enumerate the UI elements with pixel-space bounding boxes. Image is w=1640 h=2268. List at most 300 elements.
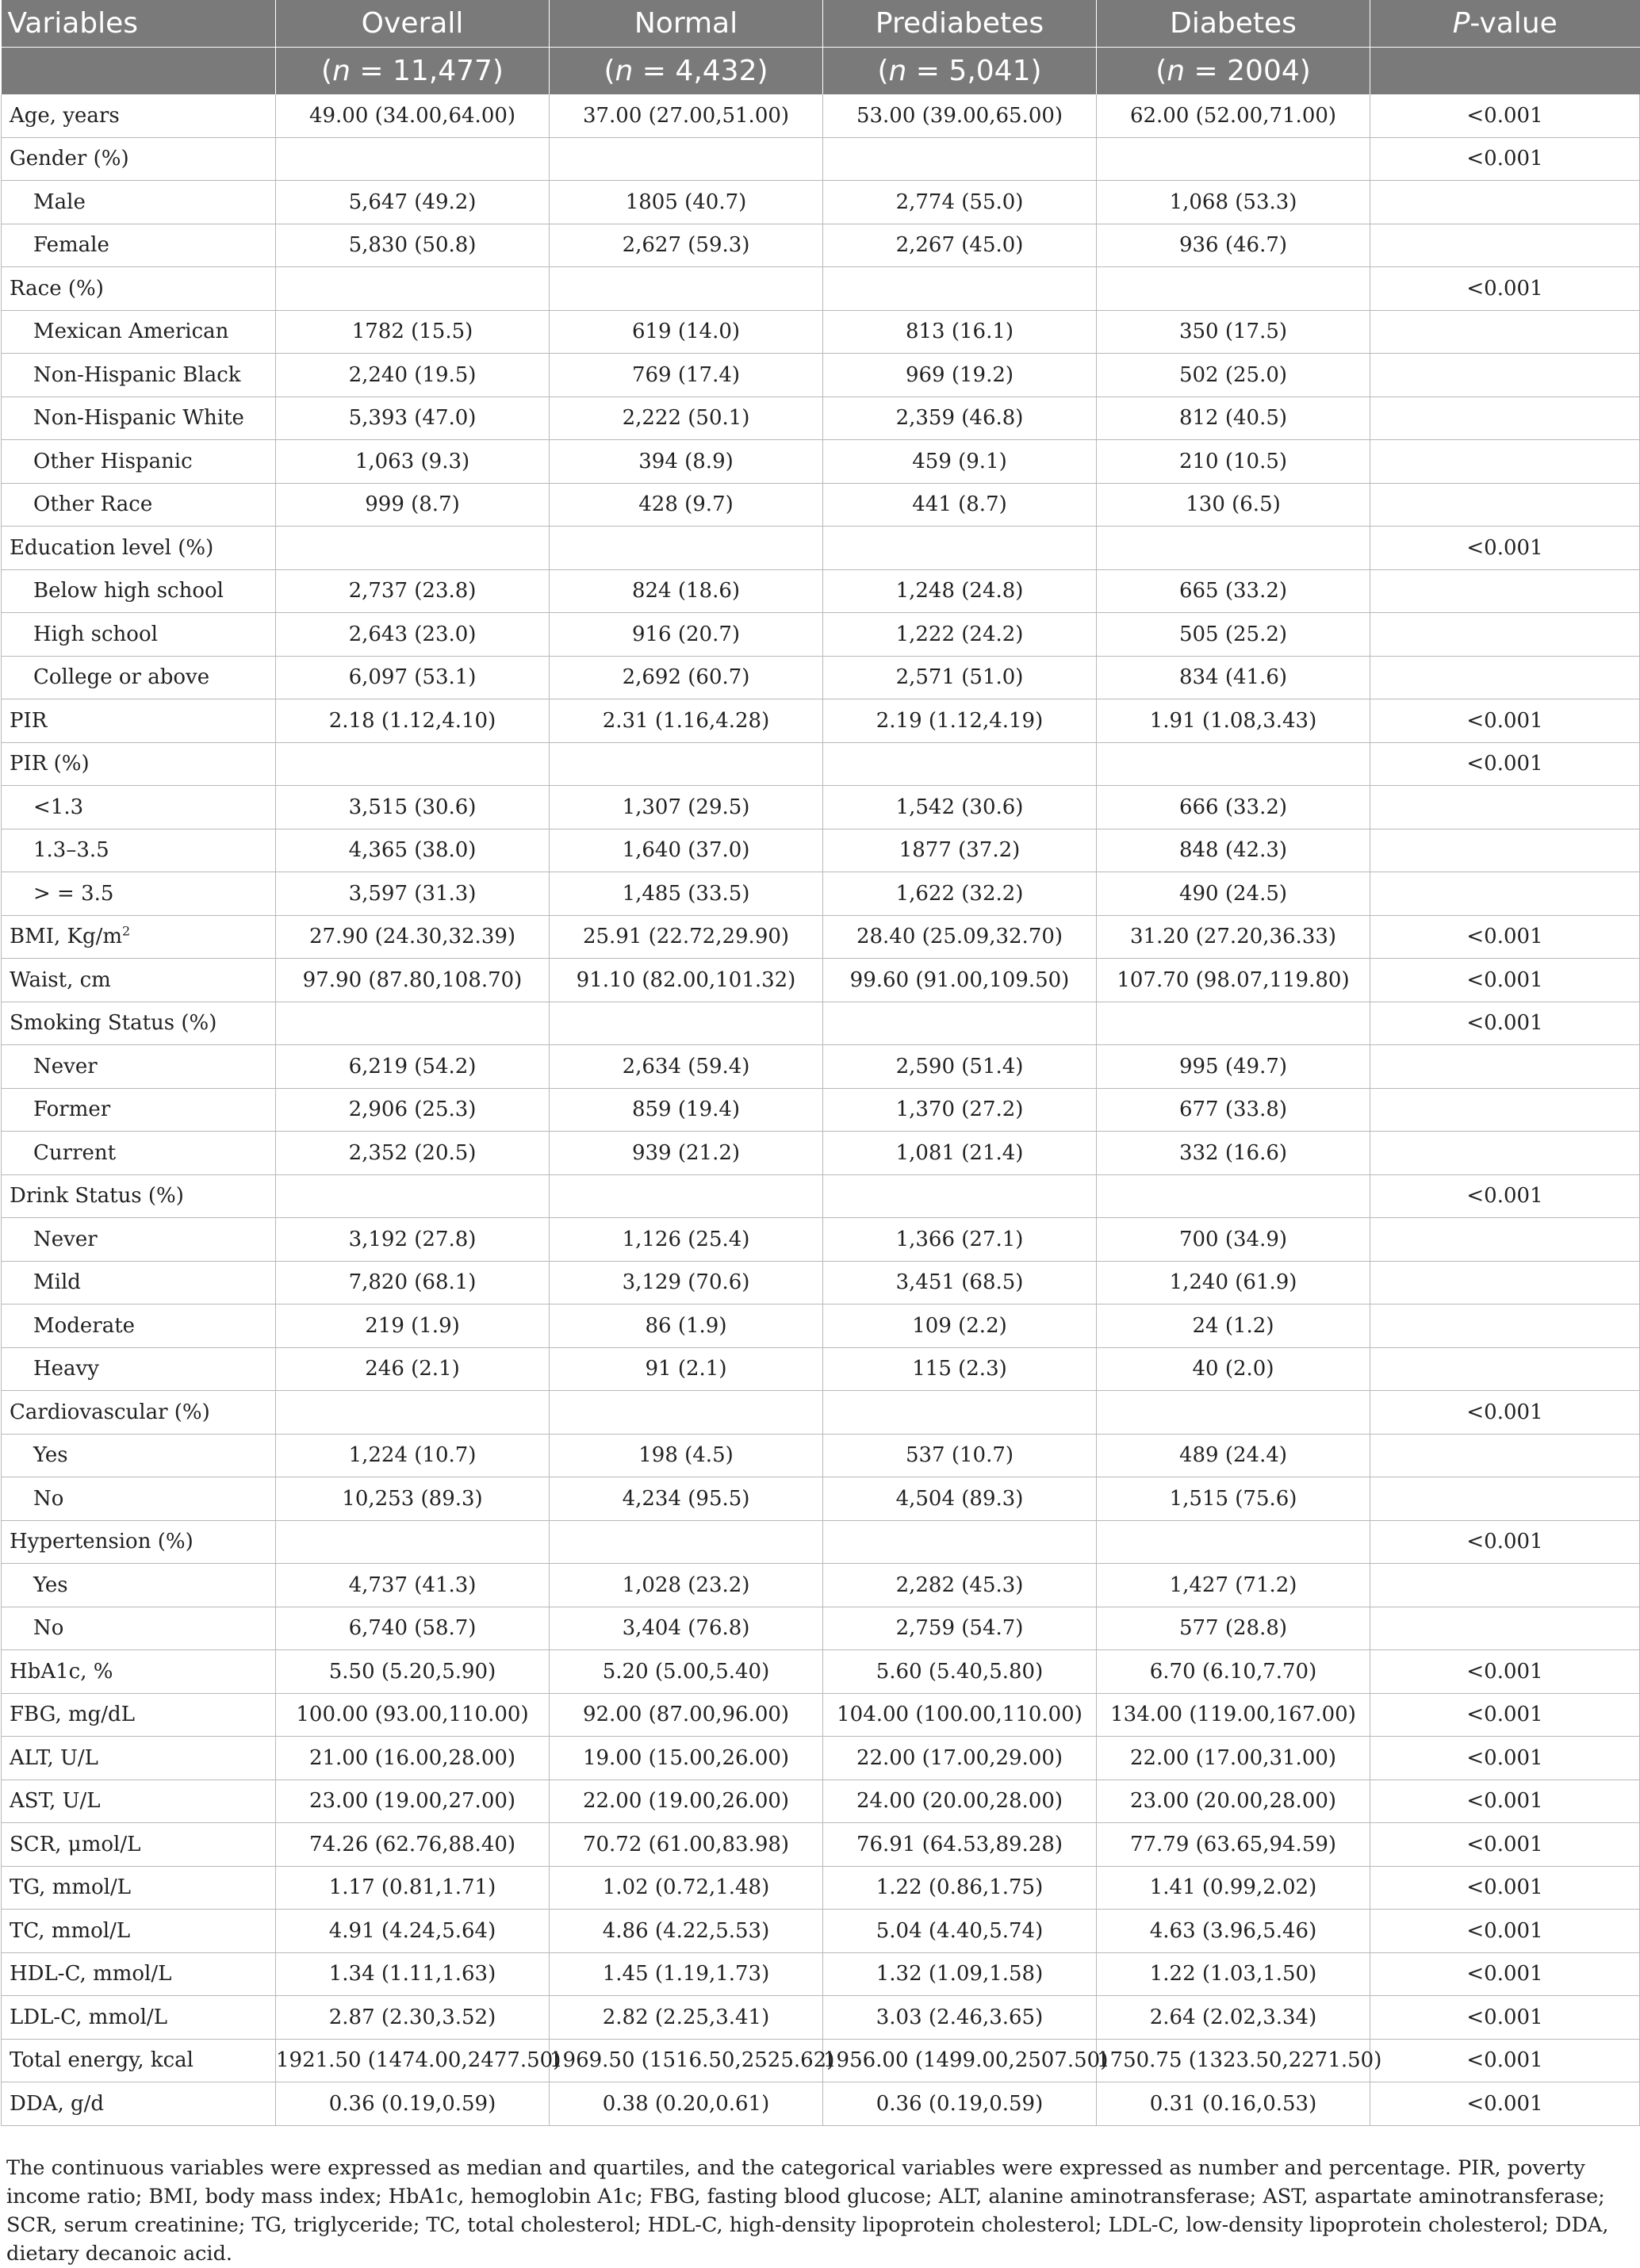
diabetes-cell: 1.22 (1.03,1.50) — [1097, 1952, 1370, 1996]
prediabetes-cell: 2,267 (45.0) — [823, 224, 1097, 267]
normal-cell: 2,692 (60.7) — [550, 656, 823, 699]
diabetes-cell: 77.79 (63.65,94.59) — [1097, 1823, 1370, 1867]
overall-cell: 1.17 (0.81,1.71) — [276, 1866, 550, 1910]
prediabetes-cell: 441 (8.7) — [823, 483, 1097, 527]
table-row — [2, 742, 1640, 786]
prediabetes-cell: 0.36 (0.19,0.59) — [823, 2082, 1097, 2126]
normal-cell: 22.00 (19.00,26.00) — [550, 1780, 823, 1823]
overall-cell: 219 (1.9) — [276, 1304, 550, 1348]
prediabetes-cell: 1,081 (21.4) — [823, 1132, 1097, 1175]
p-value-cell — [1370, 224, 1640, 267]
p-value-cell — [1370, 181, 1640, 224]
variable-label: Never — [2, 1045, 276, 1089]
overall-cell: 5.50 (5.20,5.90) — [276, 1650, 550, 1694]
overall-cell: 74.26 (62.76,88.40) — [276, 1823, 550, 1867]
prediabetes-cell: 1.22 (0.86,1.75) — [823, 1866, 1097, 1910]
normal-cell: 916 (20.7) — [550, 613, 823, 657]
table-row — [2, 181, 1640, 224]
normal-cell: 198 (4.5) — [550, 1434, 823, 1477]
diabetes-cell: 130 (6.5) — [1097, 483, 1370, 527]
overall-cell — [276, 1520, 550, 1564]
diabetes-cell: 4.63 (3.96,5.46) — [1097, 1910, 1370, 1953]
table-row — [2, 699, 1640, 743]
p-value-cell — [1370, 483, 1640, 527]
variable-label: LDL-C, mmol/L — [2, 1996, 276, 2040]
diabetes-cell: 677 (33.8) — [1097, 1088, 1370, 1132]
variable-label: No — [2, 1477, 276, 1521]
variable-label: Hypertension (%) — [2, 1520, 276, 1564]
table-row — [2, 1996, 1640, 2040]
diabetes-cell: 502 (25.0) — [1097, 354, 1370, 397]
table-row — [2, 872, 1640, 916]
normal-cell: 37.00 (27.00,51.00) — [550, 94, 823, 137]
prediabetes-cell: 1,366 (27.1) — [823, 1218, 1097, 1262]
normal-cell: 2,222 (50.1) — [550, 397, 823, 440]
overall-cell: 2,906 (25.3) — [276, 1088, 550, 1132]
overall-cell — [276, 267, 550, 311]
p-value-cell: <0.001 — [1370, 1866, 1640, 1910]
variable-label: Cardiovascular (%) — [2, 1391, 276, 1435]
diabetes-cell — [1097, 1520, 1370, 1564]
p-value-cell — [1370, 397, 1640, 440]
variable-label: Below high school — [2, 569, 276, 613]
p-value-cell: <0.001 — [1370, 527, 1640, 570]
variable-label: PIR — [2, 699, 276, 743]
overall-cell: 5,830 (50.8) — [276, 224, 550, 267]
diabetes-cell — [1097, 1391, 1370, 1435]
p-value-cell — [1370, 354, 1640, 397]
variable-label: Smoking Status (%) — [2, 1002, 276, 1045]
p-value-cell: <0.001 — [1370, 1910, 1640, 1953]
variable-label: Non-Hispanic White — [2, 397, 276, 440]
diabetes-cell — [1097, 1002, 1370, 1045]
prediabetes-cell: 1,248 (24.8) — [823, 569, 1097, 613]
prediabetes-cell: 99.60 (91.00,109.50) — [823, 959, 1097, 1002]
table-row — [2, 915, 1640, 959]
normal-cell: 1,028 (23.2) — [550, 1564, 823, 1607]
variable-label: HbA1c, % — [2, 1650, 276, 1694]
prediabetes-cell — [823, 1174, 1097, 1218]
normal-cell: 19.00 (15.00,26.00) — [550, 1737, 823, 1780]
variable-label: TG, mmol/L — [2, 1866, 276, 1910]
p-value-cell — [1370, 829, 1640, 872]
p-value-cell — [1370, 1218, 1640, 1262]
overall-cell — [276, 527, 550, 570]
normal-cell: 1,307 (29.5) — [550, 786, 823, 829]
p-value-cell — [1370, 656, 1640, 699]
normal-cell: 2.82 (2.25,3.41) — [550, 1996, 823, 2040]
table-row — [2, 1780, 1640, 1823]
table-row — [2, 1218, 1640, 1262]
overall-cell — [276, 742, 550, 786]
diabetes-cell: 2.64 (2.02,3.34) — [1097, 1996, 1370, 2040]
variable-label: Former — [2, 1088, 276, 1132]
overall-cell: 2.18 (1.12,4.10) — [276, 699, 550, 743]
overall-cell: 0.36 (0.19,0.59) — [276, 2082, 550, 2126]
prediabetes-cell: 24.00 (20.00,28.00) — [823, 1780, 1097, 1823]
overall-cell: 100.00 (93.00,110.00) — [276, 1693, 550, 1737]
table-row — [2, 1261, 1640, 1304]
prediabetes-cell: 1,542 (30.6) — [823, 786, 1097, 829]
table-row — [2, 1347, 1640, 1391]
overall-cell: 6,219 (54.2) — [276, 1045, 550, 1089]
normal-cell — [550, 1391, 823, 1435]
prediabetes-cell: 1,622 (32.2) — [823, 872, 1097, 916]
diabetes-cell: 62.00 (52.00,71.00) — [1097, 94, 1370, 137]
table-footnote: The continuous variables were expressed as median and quartiles, and the categorical variables were expressed as number and percentage. PIR, poverty income ratio; BMI, body mass index; HbA1c, hemoglobin A1c; FBG, fasting blood glucose; ALT, alanine aminotransferase; AST, aspartate aminotransferase; SCR, serum creatinine; TG, triglyceride; TC, total cholesterol; HDL-C, high-density lipoprotein cholesterol; LDL-C, low-density lipoprotein cholesterol; DDA, dietary decanoic acid. — [6, 2156, 1609, 2266]
variable-label: SCR, μmol/L — [2, 1823, 276, 1867]
normal-cell: 939 (21.2) — [550, 1132, 823, 1175]
normal-cell — [550, 1002, 823, 1045]
prediabetes-cell: 969 (19.2) — [823, 354, 1097, 397]
table-row — [2, 1132, 1640, 1175]
prediabetes-cell — [823, 1391, 1097, 1435]
diabetes-cell: 0.31 (0.16,0.53) — [1097, 2082, 1370, 2126]
normal-cell: 91.10 (82.00,101.32) — [550, 959, 823, 1002]
prediabetes-cell: 22.00 (17.00,29.00) — [823, 1737, 1097, 1780]
diabetes-cell: 995 (49.7) — [1097, 1045, 1370, 1089]
table-row — [2, 959, 1640, 1002]
diabetes-cell: 6.70 (6.10,7.70) — [1097, 1650, 1370, 1694]
header-normal: Normal — [550, 0, 823, 48]
table-row — [2, 1045, 1640, 1089]
table-row — [2, 354, 1640, 397]
prediabetes-cell: 1956.00 (1499.00,2507.50) — [823, 2039, 1097, 2082]
overall-cell: 1,224 (10.7) — [276, 1434, 550, 1477]
normal-cell — [550, 137, 823, 181]
overall-cell: 21.00 (16.00,28.00) — [276, 1737, 550, 1780]
table-body — [2, 94, 1640, 2125]
diabetes-cell: 665 (33.2) — [1097, 569, 1370, 613]
overall-cell: 4.91 (4.24,5.64) — [276, 1910, 550, 1953]
prediabetes-cell: 3.03 (2.46,3.65) — [823, 1996, 1097, 2040]
overall-cell: 2.87 (2.30,3.52) — [276, 1996, 550, 2040]
header-variables-blank — [2, 48, 276, 95]
header-variables: Variables — [2, 0, 276, 48]
prediabetes-cell: 109 (2.2) — [823, 1304, 1097, 1348]
table-row — [2, 829, 1640, 872]
diabetes-cell: 332 (16.6) — [1097, 1132, 1370, 1175]
diabetes-cell — [1097, 742, 1370, 786]
table-row — [2, 1002, 1640, 1045]
overall-cell: 23.00 (19.00,27.00) — [276, 1780, 550, 1823]
p-value-cell: <0.001 — [1370, 699, 1640, 743]
p-value-cell — [1370, 613, 1640, 657]
variable-label: FBG, mg/dL — [2, 1693, 276, 1737]
p-value-cell: <0.001 — [1370, 267, 1640, 311]
variable-label: HDL-C, mmol/L — [2, 1952, 276, 1996]
normal-cell: 1.02 (0.72,1.48) — [550, 1866, 823, 1910]
prediabetes-cell: 76.91 (64.53,89.28) — [823, 1823, 1097, 1867]
table-row — [2, 656, 1640, 699]
normal-cell: 91 (2.1) — [550, 1347, 823, 1391]
normal-cell: 92.00 (87.00,96.00) — [550, 1693, 823, 1737]
p-value-cell: <0.001 — [1370, 1650, 1640, 1694]
prediabetes-cell: 2,571 (51.0) — [823, 656, 1097, 699]
diabetes-cell: 134.00 (119.00,167.00) — [1097, 1693, 1370, 1737]
baseline-characteristics-table — [1, 0, 1640, 2126]
normal-cell: 1805 (40.7) — [550, 181, 823, 224]
p-value-cell — [1370, 569, 1640, 613]
table-row — [2, 1477, 1640, 1521]
table-row — [2, 1823, 1640, 1867]
normal-cell — [550, 1174, 823, 1218]
header-prediabetes: Prediabetes — [823, 0, 1097, 48]
variable-label: > = 3.5 — [2, 872, 276, 916]
prediabetes-cell: 1877 (37.2) — [823, 829, 1097, 872]
prediabetes-cell: 2,282 (45.3) — [823, 1564, 1097, 1607]
overall-cell: 3,597 (31.3) — [276, 872, 550, 916]
variable-label: Education level (%) — [2, 527, 276, 570]
p-value-cell: <0.001 — [1370, 915, 1640, 959]
p-value-cell — [1370, 1261, 1640, 1304]
variable-label: No — [2, 1607, 276, 1650]
diabetes-cell — [1097, 527, 1370, 570]
p-value-cell: <0.001 — [1370, 1520, 1640, 1564]
variable-label: Other Race — [2, 483, 276, 527]
normal-cell: 2.31 (1.16,4.28) — [550, 699, 823, 743]
variable-label: Moderate — [2, 1304, 276, 1348]
variable-label: Never — [2, 1218, 276, 1262]
variable-label: Male — [2, 181, 276, 224]
prediabetes-cell — [823, 527, 1097, 570]
variable-label: Yes — [2, 1434, 276, 1477]
diabetes-cell: 1750.75 (1323.50,2271.50) — [1097, 2039, 1370, 2082]
diabetes-cell: 23.00 (20.00,28.00) — [1097, 1780, 1370, 1823]
normal-cell: 4,234 (95.5) — [550, 1477, 823, 1521]
diabetes-cell: 210 (10.5) — [1097, 440, 1370, 484]
prediabetes-cell — [823, 1002, 1097, 1045]
table-row — [2, 397, 1640, 440]
variable-label: TC, mmol/L — [2, 1910, 276, 1953]
normal-cell: 0.38 (0.20,0.61) — [550, 2082, 823, 2126]
variable-label: Mild — [2, 1261, 276, 1304]
prediabetes-cell: 104.00 (100.00,110.00) — [823, 1693, 1097, 1737]
table-row — [2, 224, 1640, 267]
variable-label: Waist, cm — [2, 959, 276, 1002]
table-row — [2, 1304, 1640, 1348]
overall-cell: 2,737 (23.8) — [276, 569, 550, 613]
prediabetes-cell — [823, 137, 1097, 181]
overall-cell: 10,253 (89.3) — [276, 1477, 550, 1521]
p-value-suffix: -value — [1469, 7, 1558, 40]
table-row — [2, 440, 1640, 484]
diabetes-cell — [1097, 267, 1370, 311]
variable-label: Heavy — [2, 1347, 276, 1391]
variable-label: High school — [2, 613, 276, 657]
p-value-cell — [1370, 1607, 1640, 1650]
overall-cell: 999 (8.7) — [276, 483, 550, 527]
diabetes-cell: 1.91 (1.08,3.43) — [1097, 699, 1370, 743]
diabetes-cell: 834 (41.6) — [1097, 656, 1370, 699]
diabetes-cell: 936 (46.7) — [1097, 224, 1370, 267]
overall-cell: 246 (2.1) — [276, 1347, 550, 1391]
p-value-cell: <0.001 — [1370, 1174, 1640, 1218]
overall-cell: 2,240 (19.5) — [276, 354, 550, 397]
header-prediabetes-n: (n = 5,041) — [823, 48, 1097, 95]
overall-cell — [276, 1002, 550, 1045]
diabetes-cell: 1,515 (75.6) — [1097, 1477, 1370, 1521]
variable-label: ALT, U/L — [2, 1737, 276, 1780]
prediabetes-cell: 2,359 (46.8) — [823, 397, 1097, 440]
p-value-cell: <0.001 — [1370, 1002, 1640, 1045]
overall-cell: 1.34 (1.11,1.63) — [276, 1952, 550, 1996]
prediabetes-cell: 1,370 (27.2) — [823, 1088, 1097, 1132]
p-value-cell: <0.001 — [1370, 1737, 1640, 1780]
prediabetes-cell: 2,759 (54.7) — [823, 1607, 1097, 1650]
p-value-cell: <0.001 — [1370, 742, 1640, 786]
table-row — [2, 1693, 1640, 1737]
overall-cell: 97.90 (87.80,108.70) — [276, 959, 550, 1002]
diabetes-cell: 848 (42.3) — [1097, 829, 1370, 872]
table-row — [2, 94, 1640, 137]
table-row — [2, 2082, 1640, 2126]
normal-cell: 1.45 (1.19,1.73) — [550, 1952, 823, 1996]
header-p-value-blank — [1370, 48, 1640, 95]
variable-label: Other Hispanic — [2, 440, 276, 484]
overall-cell: 2,643 (23.0) — [276, 613, 550, 657]
normal-cell: 1,485 (33.5) — [550, 872, 823, 916]
overall-cell: 6,740 (58.7) — [276, 1607, 550, 1650]
diabetes-cell: 350 (17.5) — [1097, 310, 1370, 354]
header-p-value — [1370, 0, 1640, 48]
table-row — [2, 569, 1640, 613]
normal-cell — [550, 742, 823, 786]
variable-label: College or above — [2, 656, 276, 699]
table-row — [2, 1910, 1640, 1953]
overall-cell: 4,365 (38.0) — [276, 829, 550, 872]
table-row — [2, 1607, 1640, 1650]
header-diabetes: Diabetes — [1097, 0, 1370, 48]
header-overall: Overall — [276, 0, 550, 48]
normal-cell: 5.20 (5.00,5.40) — [550, 1650, 823, 1694]
table-row — [2, 613, 1640, 657]
normal-cell: 4.86 (4.22,5.53) — [550, 1910, 823, 1953]
table-row — [2, 1174, 1640, 1218]
table-row — [2, 1088, 1640, 1132]
diabetes-cell: 31.20 (27.20,36.33) — [1097, 915, 1370, 959]
table-row — [2, 137, 1640, 181]
table-row — [2, 2039, 1640, 2082]
diabetes-cell: 812 (40.5) — [1097, 397, 1370, 440]
overall-cell: 3,192 (27.8) — [276, 1218, 550, 1262]
prediabetes-cell: 28.40 (25.09,32.70) — [823, 915, 1097, 959]
diabetes-cell: 40 (2.0) — [1097, 1347, 1370, 1391]
p-value-cell — [1370, 310, 1640, 354]
overall-cell — [276, 1174, 550, 1218]
table-header — [2, 0, 1640, 94]
variable-label: AST, U/L — [2, 1780, 276, 1823]
p-value-cell — [1370, 1132, 1640, 1175]
normal-cell: 824 (18.6) — [550, 569, 823, 613]
diabetes-cell: 1.41 (0.99,2.02) — [1097, 1866, 1370, 1910]
p-value-cell: <0.001 — [1370, 1391, 1640, 1435]
header-normal-n: (n = 4,432) — [550, 48, 823, 95]
normal-cell: 859 (19.4) — [550, 1088, 823, 1132]
normal-cell: 3,404 (76.8) — [550, 1607, 823, 1650]
normal-cell: 86 (1.9) — [550, 1304, 823, 1348]
diabetes-cell: 577 (28.8) — [1097, 1607, 1370, 1650]
prediabetes-cell: 4,504 (89.3) — [823, 1477, 1097, 1521]
variable-label: Female — [2, 224, 276, 267]
overall-cell: 5,647 (49.2) — [276, 181, 550, 224]
variable-label: Non-Hispanic Black — [2, 354, 276, 397]
p-value-cell — [1370, 1564, 1640, 1607]
overall-cell: 2,352 (20.5) — [276, 1132, 550, 1175]
table-row — [2, 1650, 1640, 1694]
p-value-cell — [1370, 1477, 1640, 1521]
table-row — [2, 527, 1640, 570]
prediabetes-cell: 5.60 (5.40,5.80) — [823, 1650, 1097, 1694]
diabetes-cell: 1,240 (61.9) — [1097, 1261, 1370, 1304]
prediabetes-cell — [823, 1520, 1097, 1564]
variable-label: <1.3 — [2, 786, 276, 829]
diabetes-cell: 489 (24.4) — [1097, 1434, 1370, 1477]
header-overall-n: (n = 11,477) — [276, 48, 550, 95]
overall-cell: 27.90 (24.30,32.39) — [276, 915, 550, 959]
normal-cell — [550, 1520, 823, 1564]
normal-cell: 769 (17.4) — [550, 354, 823, 397]
prediabetes-cell: 3,451 (68.5) — [823, 1261, 1097, 1304]
p-value-cell: <0.001 — [1370, 1693, 1640, 1737]
overall-cell: 1782 (15.5) — [276, 310, 550, 354]
prediabetes-cell — [823, 742, 1097, 786]
normal-cell: 70.72 (61.00,83.98) — [550, 1823, 823, 1867]
normal-cell: 428 (9.7) — [550, 483, 823, 527]
variable-label: Race (%) — [2, 267, 276, 311]
normal-cell: 1,640 (37.0) — [550, 829, 823, 872]
prediabetes-cell: 5.04 (4.40,5.74) — [823, 1910, 1097, 1953]
variable-label: Current — [2, 1132, 276, 1175]
table-row — [2, 1520, 1640, 1564]
p-value-cell: <0.001 — [1370, 94, 1640, 137]
p-value-cell — [1370, 786, 1640, 829]
normal-cell: 1,126 (25.4) — [550, 1218, 823, 1262]
table-row — [2, 1952, 1640, 1996]
normal-cell: 1969.50 (1516.50,2525.62) — [550, 2039, 823, 2082]
p-value-cell — [1370, 872, 1640, 916]
prediabetes-cell: 459 (9.1) — [823, 440, 1097, 484]
p-value-cell: <0.001 — [1370, 1780, 1640, 1823]
prediabetes-cell: 1,222 (24.2) — [823, 613, 1097, 657]
prediabetes-cell: 2.19 (1.12,4.19) — [823, 699, 1097, 743]
variable-label: Gender (%) — [2, 137, 276, 181]
p-value-cell: <0.001 — [1370, 2039, 1640, 2082]
table-row — [2, 1737, 1640, 1780]
p-value-cell: <0.001 — [1370, 137, 1640, 181]
diabetes-cell: 24 (1.2) — [1097, 1304, 1370, 1348]
prediabetes-cell: 1.32 (1.09,1.58) — [823, 1952, 1097, 1996]
variable-label: Yes — [2, 1564, 276, 1607]
table-row — [2, 1434, 1640, 1477]
variable-label: Mexican American — [2, 310, 276, 354]
p-value-cell: <0.001 — [1370, 959, 1640, 1002]
diabetes-cell: 505 (25.2) — [1097, 613, 1370, 657]
table-row — [2, 267, 1640, 311]
table-row — [2, 310, 1640, 354]
variable-label: DDA, g/d — [2, 2082, 276, 2126]
table-row — [2, 483, 1640, 527]
p-value-cell: <0.001 — [1370, 2082, 1640, 2126]
overall-cell: 5,393 (47.0) — [276, 397, 550, 440]
overall-cell: 49.00 (34.00,64.00) — [276, 94, 550, 137]
prediabetes-cell: 115 (2.3) — [823, 1347, 1097, 1391]
normal-cell: 2,634 (59.4) — [550, 1045, 823, 1089]
p-value-cell — [1370, 1304, 1640, 1348]
p-value-cell: <0.001 — [1370, 1952, 1640, 1996]
p-value-italic: P — [1452, 7, 1470, 40]
p-value-cell — [1370, 1434, 1640, 1477]
